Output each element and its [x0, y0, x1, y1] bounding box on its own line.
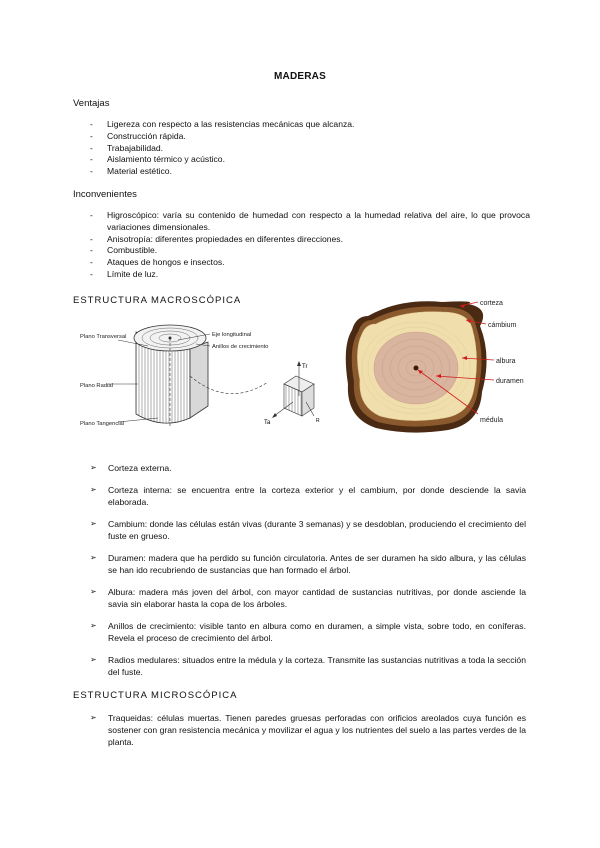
inconvenientes-heading: Inconvenientes: [73, 189, 137, 200]
list-item: - Anisotropía: diferentes propiedades en diferentes direcciones.: [90, 234, 530, 246]
label-cambium: cámbium: [488, 322, 517, 329]
label-r: R: [316, 418, 320, 424]
list-item: - Aislamiento térmico y acústico.: [90, 154, 530, 166]
list-item: ➢ Anillos de crecimiento: visible tanto en albura como en duramen, a simple vista, sobre todo, en coníferas. Revela el proceso de crecimiento del árbol.: [90, 621, 526, 643]
list-item: ➢ Radios medulares: situados entre la médula y la corteza. Transmite las sustancias nutritivas a toda la sección del fuste.: [90, 655, 526, 677]
orientation-cube: [264, 361, 320, 426]
list-item: ➢ Corteza interna: se encuentra entre la corteza exterior y el cambium, por donde desciende la savia elaborada.: [90, 485, 526, 507]
macro-list: [90, 462, 526, 688]
arrow-bullet-icon: ➢: [90, 553, 97, 562]
label-plano-radial: Plano Radial: [80, 383, 113, 389]
ventajas-heading: Ventajas: [73, 98, 110, 109]
micro-heading: ESTRUCTURA MICROSCÓPICA: [73, 690, 238, 701]
arrow-bullet-icon: ➢: [90, 587, 97, 596]
label-medula: médula: [480, 417, 503, 424]
label-corteza: corteza: [480, 300, 503, 307]
log-planes-figure: [78, 318, 328, 436]
list-item: ➢ Corteza externa.: [90, 463, 172, 473]
label-ta: Ta: [264, 420, 271, 426]
micro-list: [90, 712, 526, 758]
list-item: ➢ Cambium: donde las células están vivas (durante 3 semanas) y se desdoblan, produciendo el crecimiento del fuste en grueso.: [90, 519, 526, 541]
radial-face: [190, 342, 208, 418]
list-item: - Límite de luz.: [90, 269, 530, 281]
list-item: ➢ Traqueidas: células muertas. Tienen paredes gruesas perforadas con orificios areolados cuya función es sostener con gran resistencia mecánica y movilizar el agua y los nutrientes del suelo a las partes verdes de la planta.: [90, 713, 526, 747]
label-albura: albura: [496, 358, 516, 365]
arrow-bullet-icon: ➢: [90, 519, 97, 528]
list-item: ➢ Duramen: madera que ha perdido su función circulatoria. Antes de ser duramen ha sido albura, y las células se han ido recubriendo de sustancias que han formado el árbol.: [90, 553, 526, 575]
macro-heading: ESTRUCTURA MACROSCÓPICA: [73, 295, 242, 306]
arrow-bullet-icon: ➢: [90, 713, 97, 722]
label-plano-transversal: Plano Transversal: [80, 334, 127, 340]
arrow-bullet-icon: ➢: [90, 621, 97, 630]
ventajas-list: [90, 119, 530, 178]
arrow-bullet-icon: ➢: [90, 485, 97, 494]
label-eje-longitudinal: Eje longitudinal: [212, 332, 252, 338]
label-duramen: duramen: [496, 378, 524, 385]
label-anillos: Anillos de crecimiento: [212, 344, 269, 350]
page-title: MADERAS: [274, 71, 326, 82]
list-item: - Combustible.: [90, 245, 530, 257]
inconvenientes-list: [90, 210, 530, 281]
list-item: - Trabajabilidad.: [90, 143, 530, 155]
arrow-bullet-icon: ➢: [90, 463, 97, 472]
list-item: - Ataques de hongos e insectos.: [90, 257, 530, 269]
label-plano-tangencial: Plano Tangencial: [80, 421, 125, 427]
list-item: - Construcción rápida.: [90, 131, 530, 143]
pith: [414, 366, 419, 371]
list-item: - Material estético.: [90, 166, 530, 178]
trunk-section-figure: [340, 296, 540, 438]
list-item: - Higroscópico: varía su contenido de humedad con respecto a la humedad relativa del aire, lo que provoca variaciones dimensionales.: [90, 210, 530, 234]
label-tr: Tr: [302, 364, 308, 370]
list-item: - Ligereza con respecto a las resistencias mecánicas que alcanza.: [90, 119, 530, 131]
list-item: ➢ Albura: madera más joven del árbol, con mayor cantidad de sustancias nutritivas, por donde asciende la savia sin elaborar hasta la copa de los árboles.: [90, 587, 526, 609]
arrow-bullet-icon: ➢: [90, 655, 97, 664]
